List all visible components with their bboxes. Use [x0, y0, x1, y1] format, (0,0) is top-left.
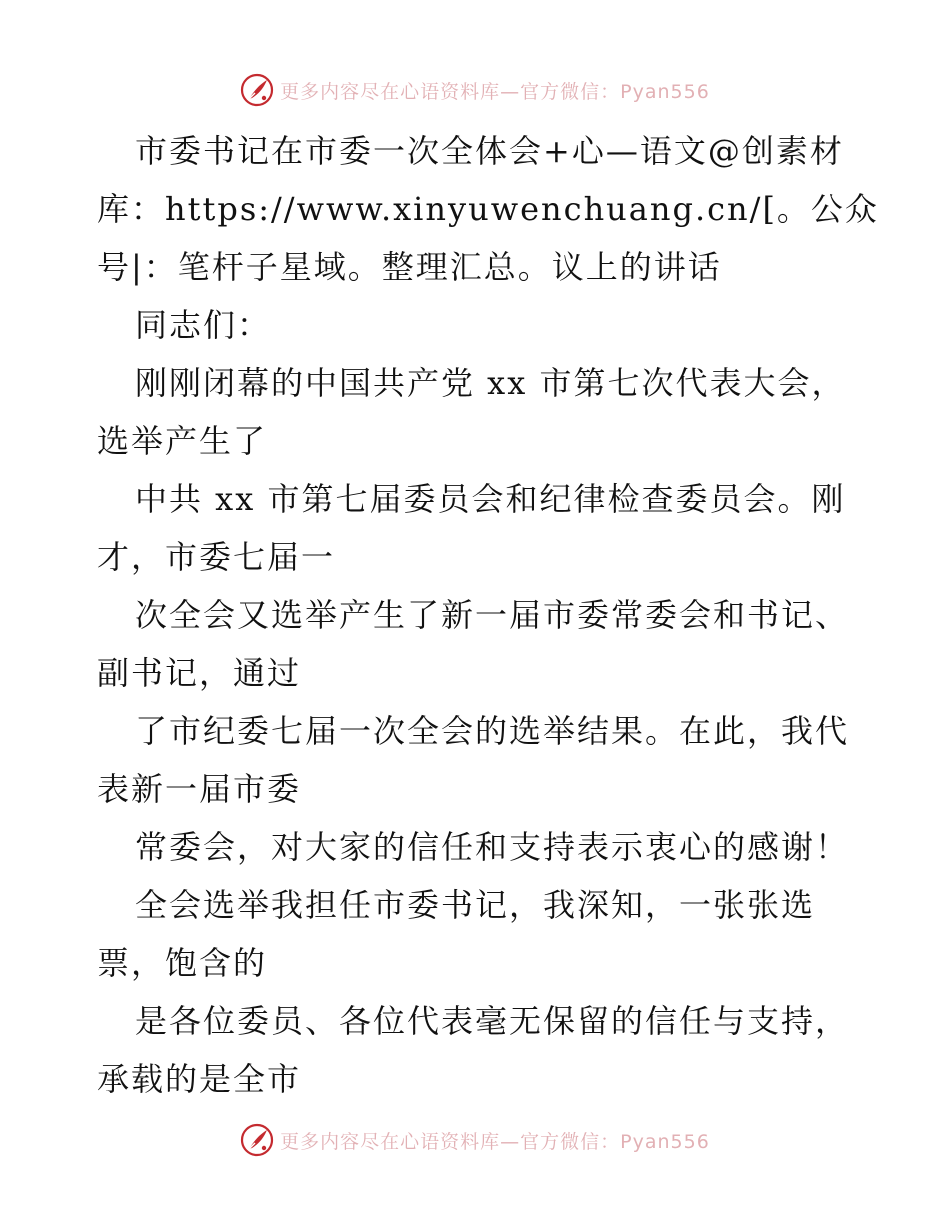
- text-line: 是各位委员、各位代表毫无保留的信任与支持，: [135, 1002, 850, 1040]
- text-line: 选举产生了: [97, 422, 268, 460]
- text-line: 中共 xx 市第七届委员会和纪律检查委员会。刚: [135, 480, 846, 518]
- header-banner: [0, 70, 950, 110]
- text-line: 副书记，通过: [97, 654, 302, 692]
- document-body: [97, 122, 879, 1108]
- footer-banner-text: 更多内容尽在心语资料库—官方微信：Pyan556: [280, 1130, 710, 1153]
- text-line: 票，饱含的: [97, 944, 268, 982]
- text-line: 常委会，对大家的信任和支持表示衷心的感谢！: [135, 828, 850, 866]
- text-line: 同志们：: [135, 306, 272, 344]
- text-line: 承载的是全市: [97, 1060, 302, 1098]
- header-banner-text: 更多内容尽在心语资料库—官方微信：Pyan556: [280, 80, 710, 103]
- text-line: 表新一届市委: [97, 770, 302, 808]
- text-line: 市委书记在市委一次全体会+心—语文@创素材: [135, 132, 844, 170]
- text-line: 次全会又选举产生了新一届市委常委会和书记、: [135, 596, 850, 634]
- quill-pen-logo-icon: [240, 73, 274, 107]
- text-line: 全会选举我担任市委书记，我深知，一张张选: [135, 886, 816, 924]
- text-line: 了市纪委七届一次全会的选举结果。在此，我代: [135, 712, 850, 750]
- text-line: 刚刚闭幕的中国共产党 xx 市第七次代表大会，: [135, 364, 846, 402]
- text-line: 号|：笔杆子星域。整理汇总。议上的讲话: [97, 248, 722, 286]
- text-line: 库：https://www.xinyuwenchuang.cn/[。公众: [97, 190, 879, 228]
- text-line: 才，市委七届一: [97, 538, 336, 576]
- footer-banner: [0, 1120, 950, 1160]
- quill-pen-logo-icon: [240, 1123, 274, 1157]
